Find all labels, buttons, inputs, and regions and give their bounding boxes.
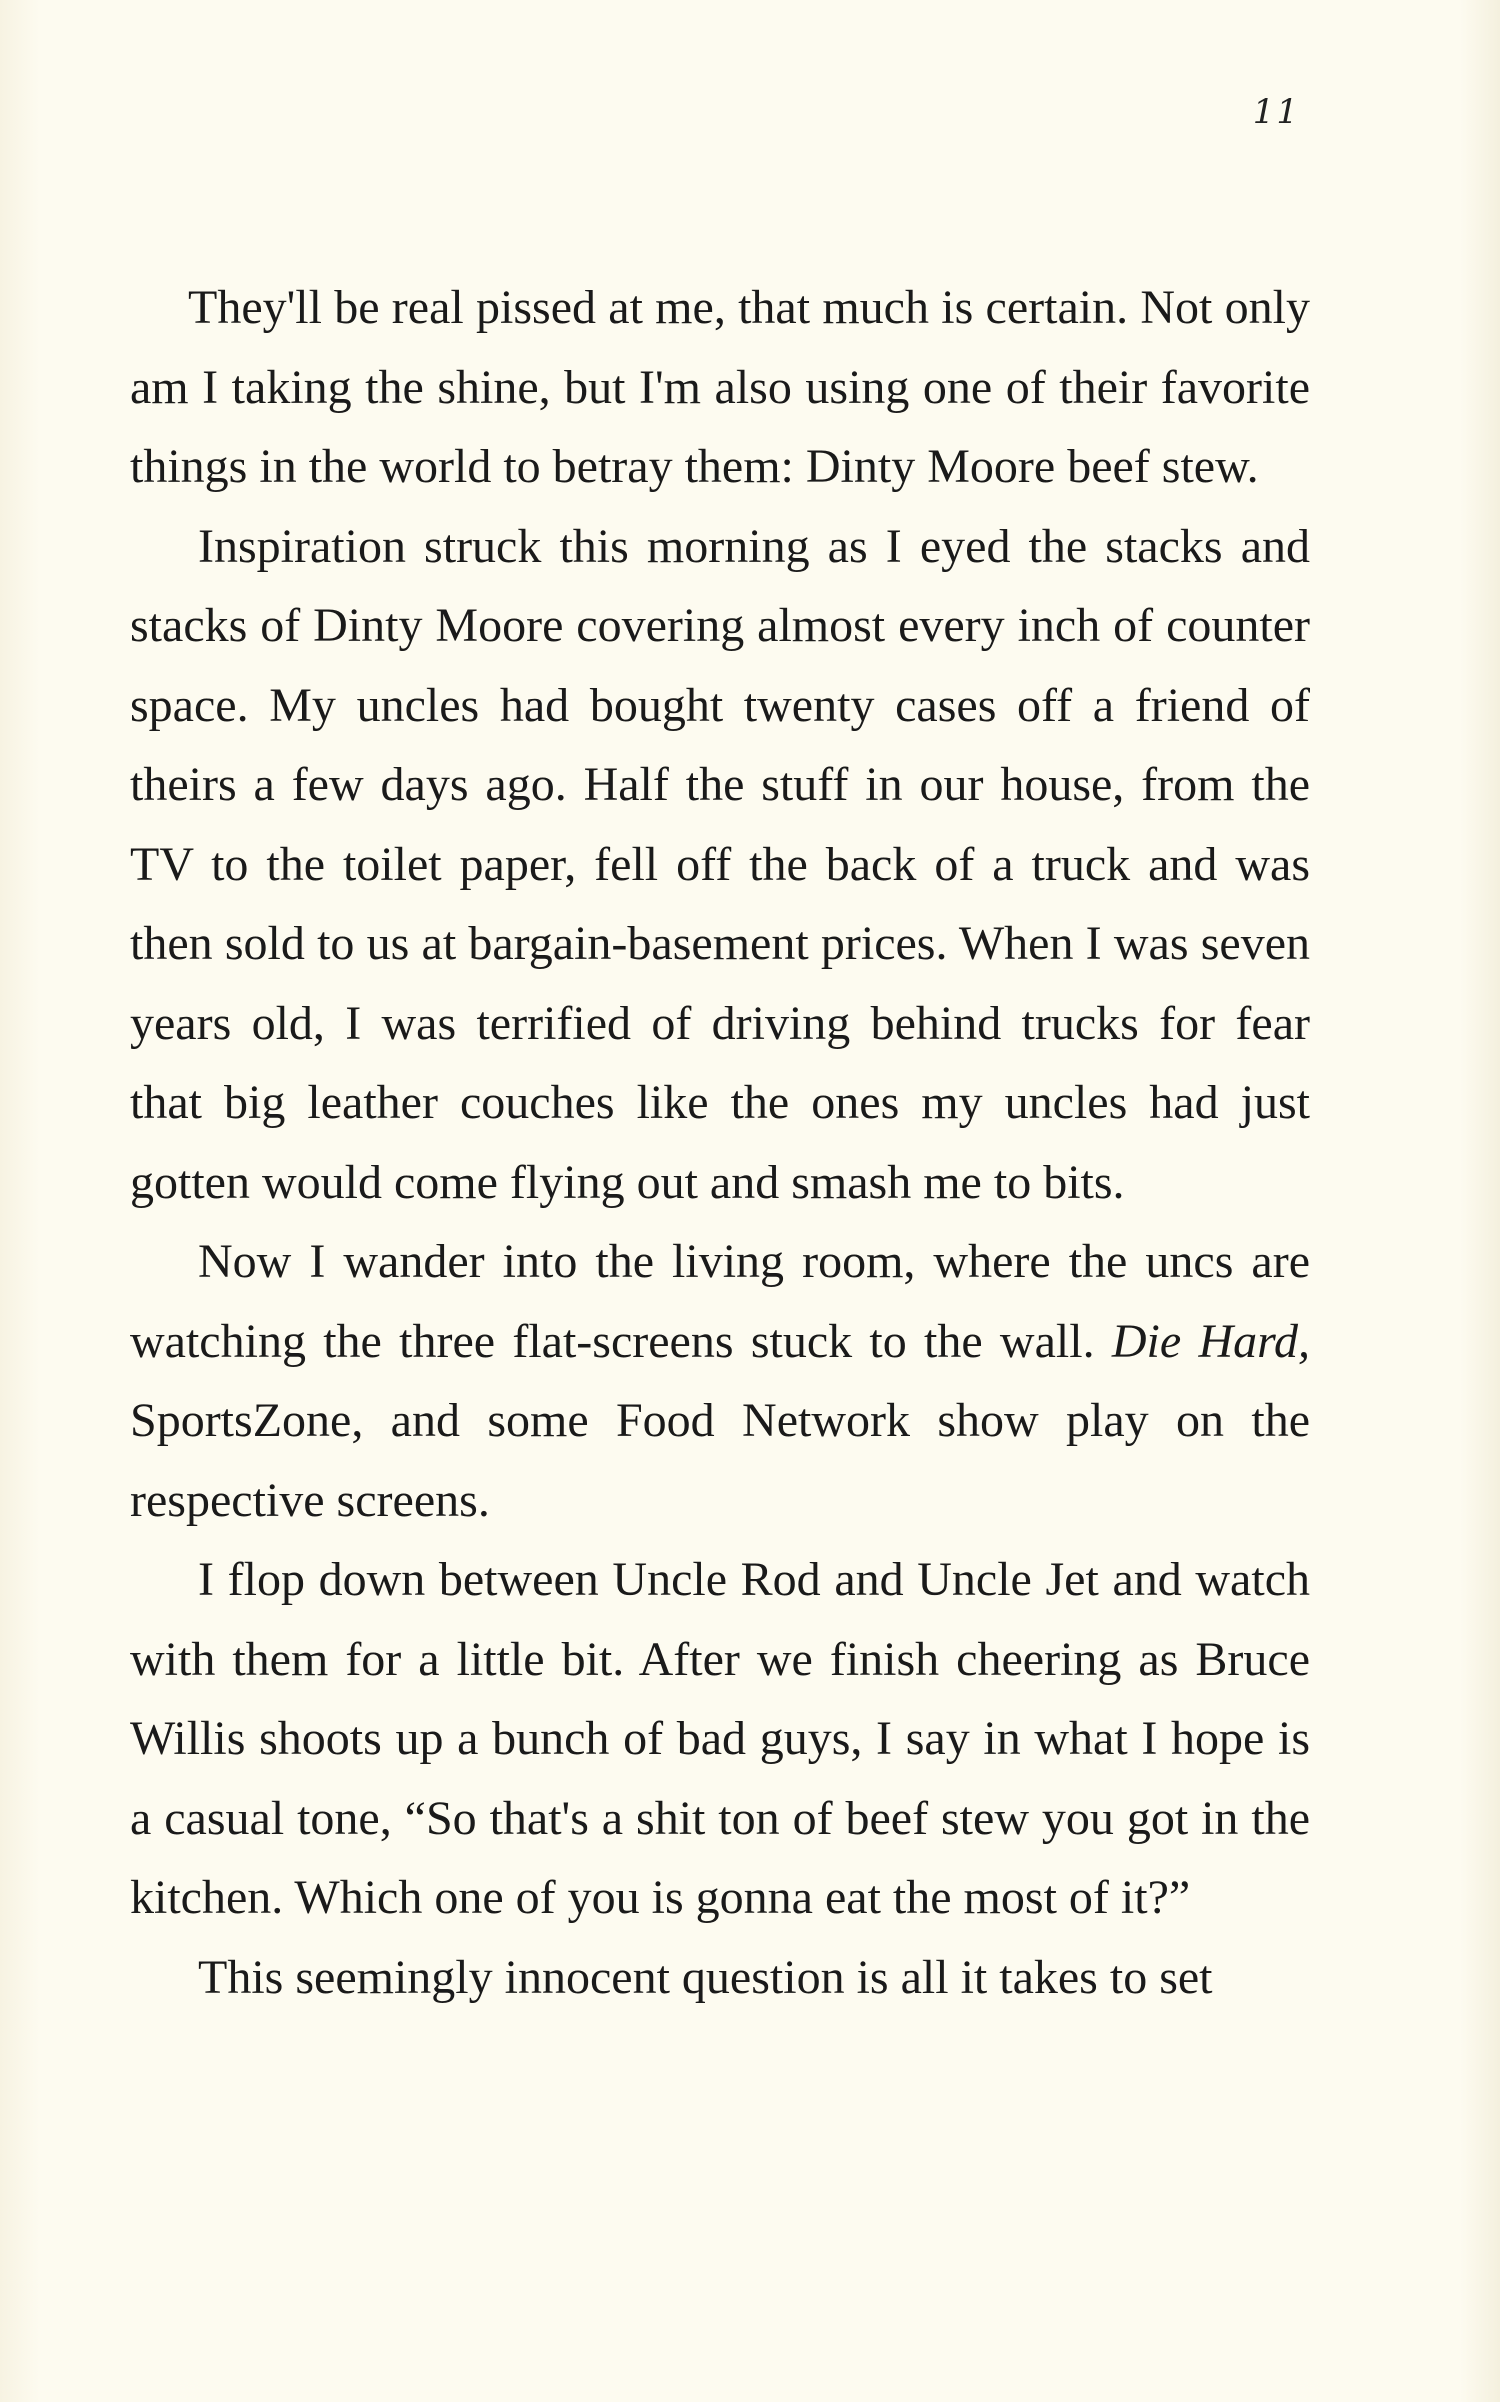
paragraph-1: They'll be real pissed at me, that much is certain. Not only am I taking the shine, but I'm also using one of their favorite things in the world to betray them: Dinty Moore beef stew. (130, 281, 1310, 493)
paragraph-4: I flop down between Uncle Rod and Uncle Jet and watch with them for a little bit. After we finish cheering as Bruce Willis shoots up a bunch of bad guys, I say in what I hope is a casual tone, “So that's a shit ton of beef stew you got in the kitchen. Which one of you is gonna eat the most of it?” (130, 1553, 1310, 1924)
paragraph-3-text-start: Now I wander into the living room, where the uncs are watching the three flat-screens stuck to the wall. (130, 1235, 1310, 1368)
paragraph-3 (130, 1222, 1310, 1540)
page-number: 11 (1252, 92, 1300, 132)
body-text (130, 268, 1310, 2017)
paragraph-5: This seemingly innocent question is all it takes to set (198, 1950, 1213, 2004)
movie-title-italic: Die Hard, (1111, 1314, 1311, 1368)
paragraph-2: Inspiration struck this morning as I eyed the stacks and stacks of Dinty Moore covering almost every inch of counter space. My uncles had bought twenty cases off a friend of theirs a few days ago. Half the stuff in our house, from the TV to the toilet paper, fell off the back of a truck and was then sold to us at bargain-basement prices. When I was seven years old, I was terrified of driving behind trucks for fear that big leather couches like the ones my uncles had just gotten would come flying out and smash me to bits. (130, 519, 1310, 1209)
paragraph-3-text-end: SportsZone, and some Food Network show play on the respective screens. (130, 1394, 1310, 1527)
